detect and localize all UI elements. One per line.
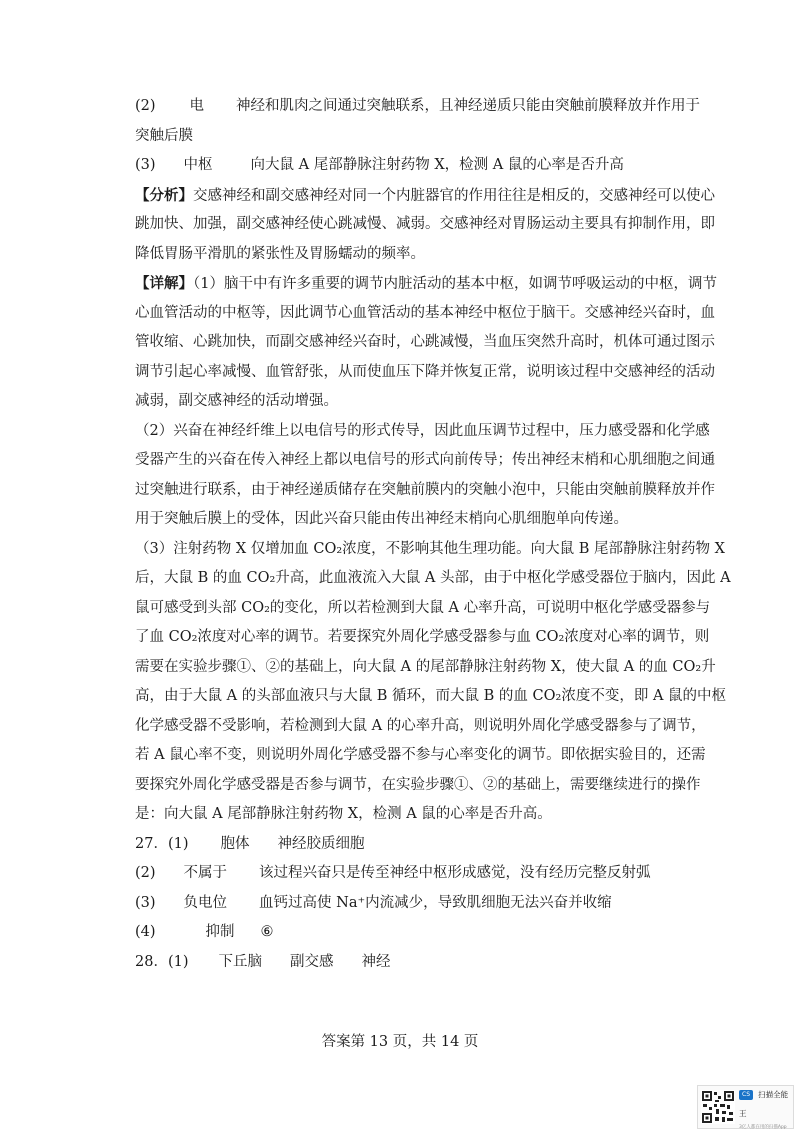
analysis-line: 交感神经和副交感神经对同一个内脏器官的作用往往是相反的，交感神经可以使心 xyxy=(193,187,715,204)
q26-2-line1 xyxy=(135,92,701,122)
answer-content xyxy=(135,92,731,977)
q26-3-number: (3) xyxy=(135,157,156,173)
q27-2-answer2: 该过程兴奋只是传至神经中枢形成感觉，没有经历完整反射弧 xyxy=(259,865,651,881)
detail-paragraph-3 xyxy=(135,535,731,830)
detail-line: 受器产生的兴奋在传入神经上都以电信号的形式向前传导；传出神经末梢和心肌细胞之间通 xyxy=(135,452,715,468)
scanner-name: 扫描全能王 xyxy=(739,1090,789,1118)
detail-line: 需要在实验步骤①、②的基础上，向大鼠 A 的尾部静脉注射药物 X，使大鼠 A 的血 CO₂升 xyxy=(135,658,716,675)
page-footer: 答案第 13 页，共 14 页 xyxy=(321,1034,479,1050)
scanner-tagline: 3亿人都在用的扫描App xyxy=(739,1125,787,1130)
detail-line: 减弱，副交感神经的活动增强。 xyxy=(135,393,338,409)
detail-line: 用于突触后膜上的受体，因此兴奋只能由传出神经末梢向心肌细胞单向传递。 xyxy=(135,511,628,527)
q27-3-answer2: 血钙过高使 Na⁺内流减少，导致肌细胞无法兴奋并收缩 xyxy=(259,894,612,911)
analysis-paragraph xyxy=(135,181,715,270)
detail-line: （2）兴奋在神经纤维上以电信号的形式传导，因此血压调节过程中，压力感受器和化学感 xyxy=(135,422,710,439)
scanner-logo-icon: CS xyxy=(739,1090,753,1100)
qr-code-icon xyxy=(701,1090,735,1124)
q27-2-number: (2) xyxy=(135,865,156,881)
analysis-line: 跳加快、加强，副交感神经使心跳减慢、减弱。交感神经对胃肠运动主要具有抑制作用，即 xyxy=(135,216,715,232)
detail-line: 是：向大鼠 A 尾部静脉注射药物 X，检测 A 鼠的心率是否升高。 xyxy=(135,806,552,822)
q27-4-number: (4) xyxy=(135,924,156,940)
detail-line: 了血 CO₂浓度对心率的调节。若要探究外周化学感受器参与血 CO₂浓度对心率的调节，则 xyxy=(135,629,710,645)
detail-line: 化学感受器不受影响，若检测到大鼠 A 的心率升高，则说明外周化学感受器参与了调节， xyxy=(135,717,706,734)
detail-line: 调节引起心率减慢、血管舒张，从而使血压下降并恢复正常，说明该过程中交感神经的活动 xyxy=(135,363,715,380)
detail-line: （1）脑干中有许多重要的调节内脏活动的基本中枢，如调节呼吸运动的中枢，调节 xyxy=(193,276,717,292)
detail-tag: 【详解】 xyxy=(135,275,193,292)
detail-line: 高，由于大鼠 A 的头部血液只与大鼠 B 循环，而大鼠 B 的血 CO₂浓度不变，即 A 鼠的中枢 xyxy=(135,688,727,704)
q26-2-answer2-cont: 突触后膜 xyxy=(135,127,193,144)
detail-line: 后，大鼠 B 的血 CO₂升高，此血液流入大鼠 A 头部，由于中枢化学感受器位于脑内，因此 A xyxy=(135,570,731,586)
analysis-line: 降低胃肠平滑肌的紧张性及胃肠蠕动的频率。 xyxy=(135,245,425,262)
q27-2-line xyxy=(135,859,670,889)
detail-line: 鼠可感受到头部 CO₂的变化，所以若检测到大鼠 A 心率升高，可说明中枢化学感受器参与 xyxy=(135,599,711,616)
analysis-tag: 【分析】 xyxy=(135,186,193,204)
q27-3-answer1: 负电位 xyxy=(183,894,228,911)
detail-line: （3）注射药物 X 仅增加血 CO₂浓度，不影响其他生理功能。向大鼠 B 尾部静脉注射药物 X xyxy=(135,540,725,557)
q26-3-answer1: 中枢 xyxy=(183,157,213,173)
q27-4-line xyxy=(135,918,670,948)
detail-line: 若 A 鼠心率不变，则说明外周化学感受器不参与心率变化的调节。即依据实验目的，还需 xyxy=(135,747,706,763)
q27-2-answer1: 不属于 xyxy=(183,865,228,881)
detail-line: 心血管活动的中枢等，因此调节心血管活动的基本神经中枢位于脑干。交感神经兴奋时，血 xyxy=(135,304,715,321)
q27-1-answer1: 胞体 xyxy=(220,835,250,852)
q27-4-answer2: ⑥ xyxy=(260,924,274,940)
scanner-brand xyxy=(739,1084,793,1130)
q26-2-number: (2) xyxy=(135,98,156,114)
detail-paragraph-2 xyxy=(135,417,715,535)
q26-3-line xyxy=(135,151,670,181)
detail-line: 过突触进行联系，由于神经递质储存在突触前膜内的突触小泡中，只能由突触前膜释放并作 xyxy=(135,481,715,498)
detail-line: 管收缩、心跳加快，而副交感神经兴奋时，心跳减慢，当血压突然升高时，机体可通过图示 xyxy=(135,334,715,350)
scanner-watermark xyxy=(697,1085,794,1129)
q27-1-line xyxy=(135,830,670,860)
q26-2-answer1: 电 xyxy=(189,98,205,114)
q26-2-answer2: 神经和肌肉之间通过突触联系，且神经递质只能由突触前膜释放并作用于 xyxy=(236,98,701,114)
q26-2-line2 xyxy=(135,122,670,152)
q27-3-line xyxy=(135,889,670,919)
q27-3-number: (3) xyxy=(135,894,156,911)
q27-1-number: 27．(1) xyxy=(135,835,189,852)
q28-1-answer1: 下丘脑 xyxy=(218,953,262,970)
q27-4-answer1: 抑制 xyxy=(205,924,235,940)
detail-paragraph-1 xyxy=(135,269,717,417)
q27-1-answer2: 神经胶质细胞 xyxy=(277,835,365,852)
q28-1-answer2: 副交感 xyxy=(290,953,334,970)
q28-1-number: 28．(1) xyxy=(135,953,189,970)
q26-3-answer2: 向大鼠 A 尾部静脉注射药物 X，检测 A 鼠的心率是否升高 xyxy=(250,157,624,173)
q28-1-answer3: 神经 xyxy=(361,953,391,970)
detail-line: 要探究外周化学感受器是否参与调节，在实验步骤①、②的基础上，需要继续进行的操作 xyxy=(135,776,701,793)
q28-1-line xyxy=(135,948,670,978)
